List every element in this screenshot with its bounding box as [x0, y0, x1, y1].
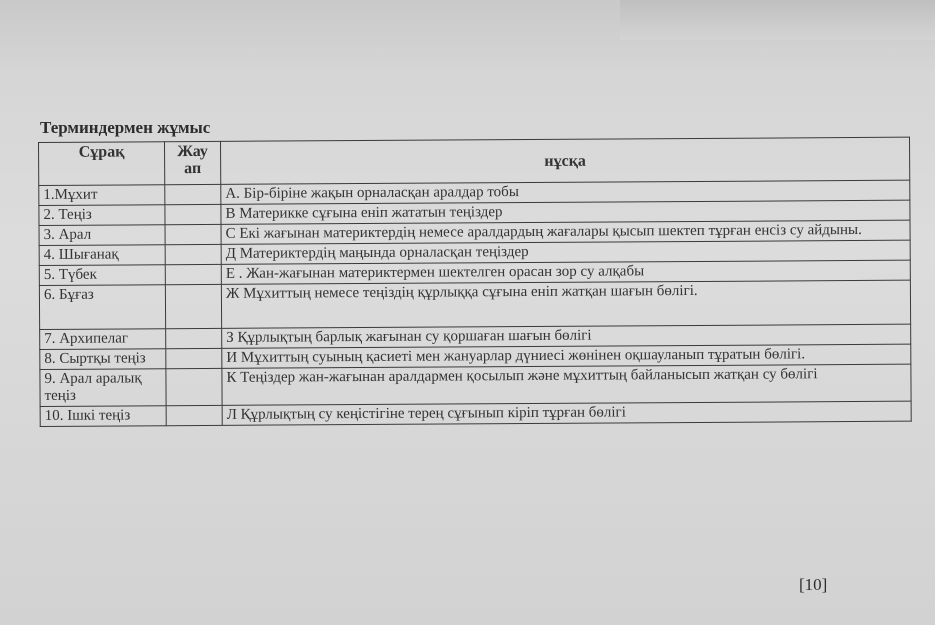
term-cell: 9. Арал аралық теңіз	[40, 369, 166, 407]
score-marks: [10]	[799, 575, 828, 594]
answer-cell[interactable]	[166, 328, 222, 348]
option-cell: А. Бір-біріне жақын орналасқан аралдар тобы	[221, 180, 910, 204]
paper-edge-shadow	[620, 0, 935, 40]
option-cell: Е . Жан-жағынан материктермен шектелген орасан зор су алқабы	[221, 260, 910, 284]
table-row	[39, 280, 910, 329]
header-answer: Жау ап	[165, 141, 221, 184]
option-cell: Д Материктердің маңында орналасқан теңіздер	[221, 240, 910, 264]
header-option: нұсқа	[220, 137, 909, 184]
option-cell: И Мұхиттың суының қасиеті мен жануарлар дүниесі жөнінен оқшауланып тұратын бөлігі.	[222, 344, 911, 368]
answer-cell[interactable]	[166, 405, 222, 425]
term-cell: 4. Шығанақ	[39, 245, 165, 266]
answer-cell[interactable]	[165, 184, 221, 204]
answer-cell[interactable]	[166, 348, 222, 368]
answer-cell[interactable]	[165, 204, 221, 224]
term-cell: 7. Архипелаг	[40, 329, 166, 350]
term-cell: 2. Теңіз	[39, 205, 165, 226]
option-cell: К Теңіздер жан-жағынан аралдармен қосылып және мұхиттың байланысып жатқан су бөлігі	[222, 364, 911, 405]
term-cell: 1.Мұхит	[39, 185, 165, 206]
option-cell: Л Құрлықтың су кеңістігіне терең сұғынып кіріп тұрған бөлігі	[222, 401, 911, 425]
answer-cell[interactable]	[165, 284, 221, 328]
term-cell: 5. Түбек	[39, 265, 165, 286]
answer-cell[interactable]	[166, 368, 222, 405]
header-question: Сұрақ	[39, 142, 165, 186]
option-cell: Ж Мұхиттың немесе теңіздің құрлыққа сұғына еніп жатқан шағын бөлігі.	[221, 280, 910, 328]
worksheet-title: Терминдермен жұмыс	[40, 118, 211, 137]
answer-cell[interactable]	[165, 244, 221, 264]
table-row	[40, 401, 911, 426]
answer-cell[interactable]	[165, 264, 221, 284]
term-cell: 8. Сыртқы теңіз	[40, 349, 166, 370]
table-header-row	[39, 137, 910, 185]
option-cell: С Екі жағынан материктердің немесе аралдардың жағалары қысып шектеп тұрған енсіз су айдыны.	[221, 220, 910, 244]
option-cell: В Материкке сұғына еніп жататын теңіздер	[221, 200, 910, 224]
option-cell: З Құрлықтың барлық жағынан су қоршаған шағын бөлігі	[222, 324, 911, 348]
term-cell: 6. Бұғаз	[39, 285, 165, 330]
terms-table	[38, 137, 912, 427]
term-cell: 3. Арал	[39, 225, 165, 246]
answer-cell[interactable]	[165, 224, 221, 244]
term-cell: 10. Ішкі теңіз	[40, 406, 166, 427]
table-row	[40, 364, 911, 406]
